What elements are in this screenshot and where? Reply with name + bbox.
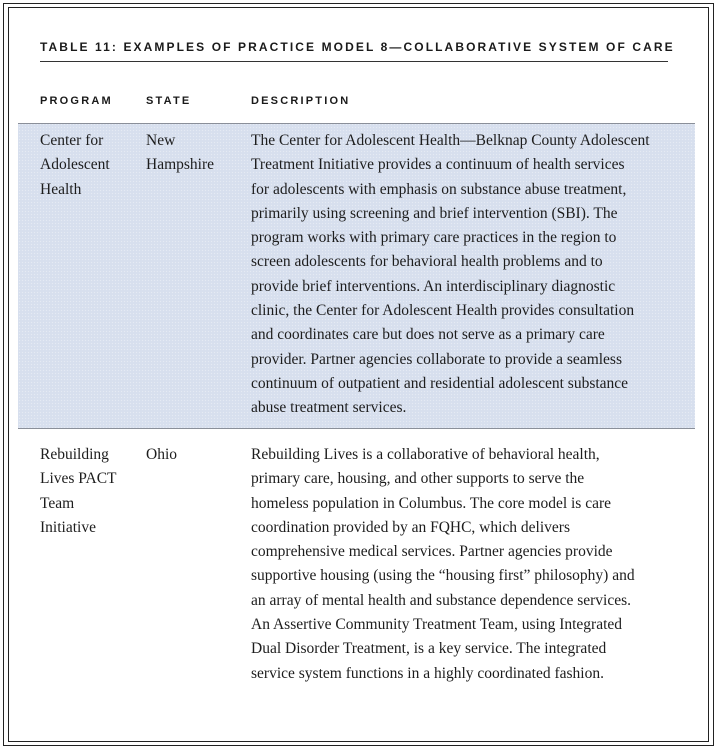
description-line: program works with primary care practices in the region to (251, 229, 617, 247)
cell-description (251, 129, 650, 421)
program-line: Initiative (40, 518, 96, 536)
program-line: Rebuilding (40, 446, 109, 463)
description-line: The Center for Adolescent Health—Belknap County Adolescent (251, 132, 650, 149)
description-line: coordination provided by an FQHC, which delivers (251, 518, 570, 536)
state-line: Ohio (146, 446, 177, 463)
description-line: an array of mental health and substance dependence services. (251, 591, 632, 609)
description-line: service system functions in a highly coordinated fashion. (251, 664, 604, 682)
table-title: TABLE 11: EXAMPLES OF PRACTICE MODEL 8—COLLABORATIVE SYSTEM OF CARE (40, 40, 675, 54)
description-line: for adolescents with emphasis on substance abuse treatment, (251, 180, 627, 198)
description-line: Treatment Initiative provides a continuum of health services (251, 156, 625, 174)
header-program: PROGRAM (40, 95, 113, 107)
header-state: STATE (146, 95, 192, 107)
description-line: continuum of outpatient and residential adolescent substance (251, 374, 629, 392)
program-line: Lives PACT (40, 470, 117, 488)
description-line: supportive housing (using the “housing first” philosophy) and (251, 567, 635, 585)
state-line: New (146, 132, 176, 149)
description-line: provider. Partner agencies collaborate to provide a seamless (251, 350, 623, 368)
description-line: abuse treatment services. (251, 399, 407, 417)
description-line: An Assertive Community Treatment Team, using Integrated (251, 616, 623, 634)
cell-state (146, 443, 177, 467)
description-line: and coordinates care but does not serve as a primary care (251, 326, 605, 344)
description-line: primarily using screening and brief intervention (SBI). The (251, 204, 618, 222)
description-line: provide brief interventions. An interdisciplinary diagnostic (251, 277, 616, 295)
program-line: Team (40, 494, 75, 512)
cell-program (40, 443, 117, 540)
description-line: screen adolescents for behavioral health problems and to (251, 253, 603, 271)
program-line: Adolescent (40, 156, 110, 174)
cell-program (40, 129, 110, 202)
description-line: Dual Disorder Treatment, is a key service. The integrated (251, 640, 607, 658)
state-line: Hampshire (146, 156, 215, 174)
program-line: Center for (40, 132, 104, 149)
description-line: comprehensive medical services. Partner agencies provide (251, 543, 613, 561)
title-divider (40, 61, 668, 62)
header-description: DESCRIPTION (251, 95, 351, 107)
row-divider (18, 428, 695, 429)
cell-state (146, 129, 214, 178)
cell-description (251, 443, 635, 686)
description-line: primary care, housing, and other supports to serve the (251, 470, 585, 488)
description-line: Rebuilding Lives is a collaborative of behavioral health, (251, 446, 600, 463)
description-line: homeless population in Columbus. The core model is care (251, 494, 612, 512)
program-line: Health (40, 180, 82, 198)
description-line: clinic, the Center for Adolescent Health provides consultation (251, 302, 635, 320)
row-divider (18, 123, 695, 124)
